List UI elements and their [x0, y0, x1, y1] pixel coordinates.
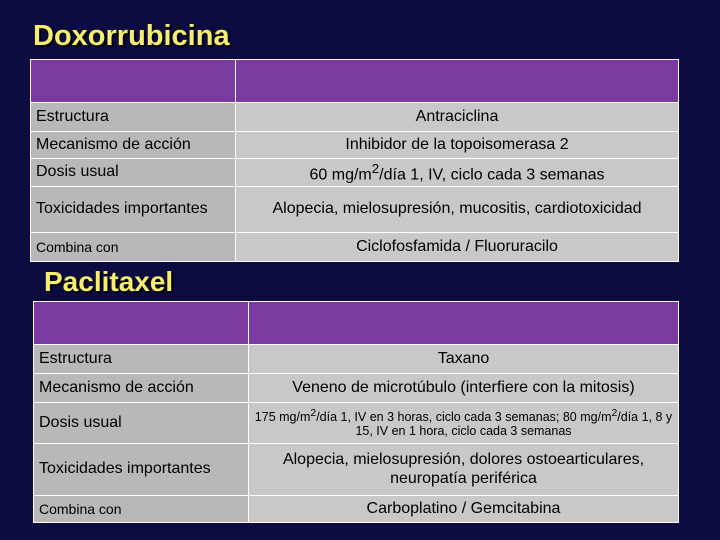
header-cell [34, 302, 249, 345]
table-row [31, 159, 679, 187]
row-label: Toxicidades importantes [34, 444, 249, 496]
paclitaxel-title: Paclitaxel [44, 266, 174, 297]
table-row [34, 444, 679, 496]
table-row [34, 345, 679, 374]
row-value: Veneno de microtúbulo (interfiere con la mitosis) [249, 374, 679, 403]
doxorrubicina-table [30, 59, 679, 262]
table-row [34, 496, 679, 523]
row-value: Inhibidor de la topoisomerasa 2 [236, 132, 679, 159]
row-label: Toxicidades importantes [31, 187, 236, 233]
row-label: Estructura [31, 103, 236, 132]
dose-text: /día 1, IV en 3 horas, ciclo cada 3 semanas; 80 mg/m [316, 409, 612, 424]
row-value [236, 159, 679, 187]
row-value: Antraciclina [236, 103, 679, 132]
doxorrubicina-title: Doxorrubicina [33, 20, 230, 52]
row-label: Estructura [34, 345, 249, 374]
header-cell [249, 302, 679, 345]
paclitaxel-table [33, 301, 679, 523]
table-header-row [34, 302, 679, 345]
dose-text: /día 1, IV, ciclo cada 3 semanas [379, 165, 605, 183]
dose-superscript: 2 [310, 407, 317, 419]
row-label: Mecanismo de acción [34, 374, 249, 403]
table-row [34, 403, 679, 444]
row-label: Dosis usual [34, 403, 249, 444]
dose-superscript: 2 [371, 160, 380, 176]
table-row [31, 187, 679, 233]
table-row [31, 233, 679, 262]
row-label: Dosis usual [31, 159, 236, 187]
row-value: Carboplatino / Gemcitabina [249, 496, 679, 523]
row-value: Taxano [249, 345, 679, 374]
header-cell [236, 60, 679, 103]
table-row [31, 103, 679, 132]
dose-superscript: 2 [611, 407, 618, 419]
dose-text: 175 mg/m [254, 409, 311, 424]
header-cell [31, 60, 236, 103]
row-label: Combina con [31, 233, 236, 262]
dose-text: 60 mg/m [309, 165, 372, 183]
row-value: Alopecia, mielosupresión, mucositis, cardiotoxicidad [236, 187, 679, 233]
row-label: Mecanismo de acción [31, 132, 236, 159]
row-value [249, 403, 679, 444]
table-row [34, 374, 679, 403]
row-label: Combina con [34, 496, 249, 523]
row-value: Ciclofosfamida / Fluoruracilo [236, 233, 679, 262]
table-header-row [31, 60, 679, 103]
table-row [31, 132, 679, 159]
dose-text: /día 1, 8 y 15, IV en 1 hora, ciclo cada 3 semanas [355, 409, 673, 439]
row-value: Alopecia, mielosupresión, dolores ostoearticulares, neuropatía periférica [249, 444, 679, 496]
